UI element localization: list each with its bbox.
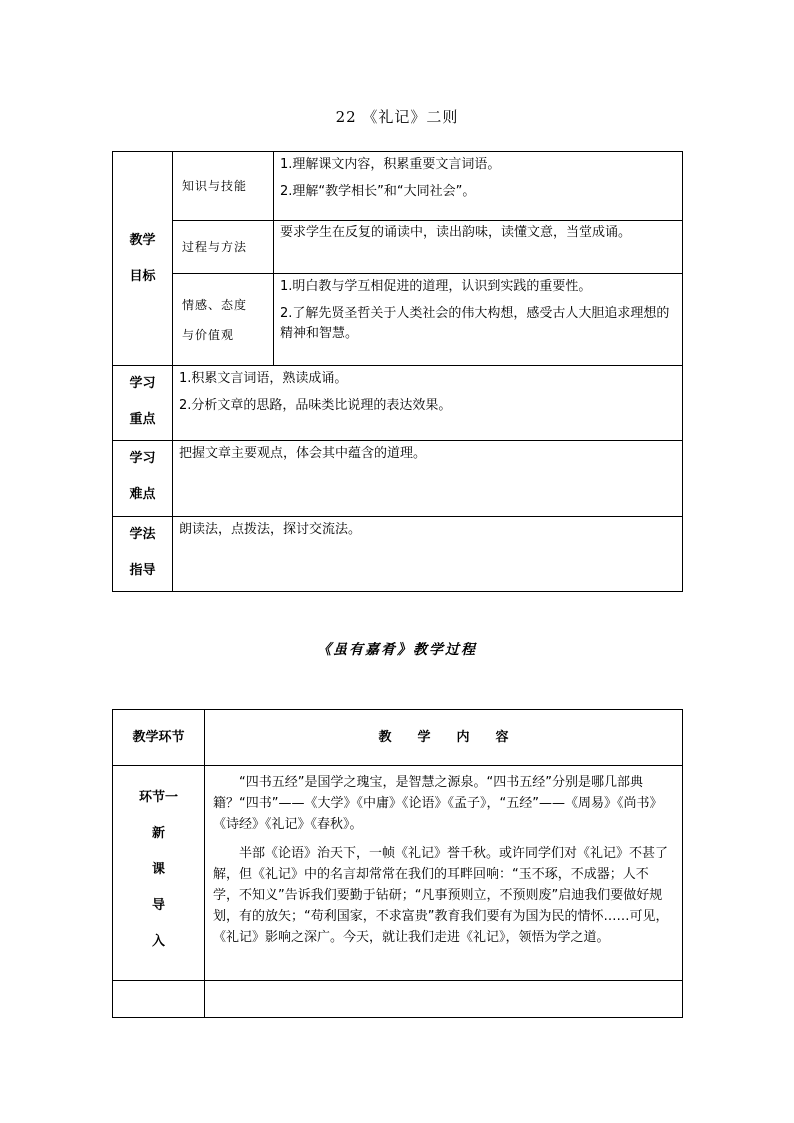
objective-item: 1.明白教与学互相促进的道理，认识到实践的重要性。 [280,279,592,294]
section-content [173,441,683,517]
stage-content [205,766,683,981]
section-row-difficulties [113,441,683,517]
header-content: 教 学 内 容 [205,710,683,766]
objectives-table [112,151,683,592]
objective-content-process [274,221,683,274]
process-table [112,709,683,1018]
section-label: 学法 指导 [113,517,173,592]
section-label: 学习 重点 [113,366,173,441]
header-stage: 教学环节 [113,710,205,766]
content-paragraph: “四书五经”是国学之瑰宝，是智慧之源泉。“四书五经”分别是哪几部典籍？“四书”——《大学》《中庸》《论语》《孟子》，“五经”——《周易》《尚书》《诗经》《礼记》《春秋》。 [213,775,663,832]
stage-label: 环节一 新 课 导 入 [113,766,205,981]
section-content [173,366,683,441]
objectives-label [113,152,173,366]
process-title: 《虽有嘉肴》教学过程 [317,642,477,658]
section-item: 朗读法，点拨法，探讨交流法。 [179,522,362,537]
label-line: 目标 [129,268,156,284]
section-item: 把握文章主要观点，体会其中蕴含的道理。 [179,446,427,461]
lesson-title: 22 《礼记》二则 [335,108,459,126]
section-label: 学习 难点 [113,441,173,517]
objective-row-attitude [113,274,683,366]
sub-label-process: 过程与方法 [173,221,274,274]
empty-row [113,981,683,1018]
label-line: 教学 [129,232,156,248]
objective-content-attitude [274,274,683,366]
stage-row [113,766,683,981]
objective-content-knowledge [274,152,683,221]
empty-cell [113,981,205,1018]
sub-label-attitude: 情感、态度 与价值观 [173,274,274,366]
section-row-key-points [113,366,683,441]
objective-row-knowledge [113,152,683,221]
section-item: 2.分析文章的思路，品味类比说理的表达效果。 [179,398,452,413]
objective-row-process [113,221,683,274]
content-paragraph: 半部《论语》治天下，一帧《礼记》誉千秋。或许同学们对《礼记》不甚了解，但《礼记》中的名言却常常在我们的耳畔回响：“玉不琢，不成器；人不学，不知义”告诉我们要勤于钻研；“凡事预则立，不预则废”启迪我们要做好规划，有的放矢；“苟利国家，不求富贵”教育我们要有为国为民的情怀……可见，《礼记》影响之深广。今天，就让我们走进《礼记》，领悟为学之道。 [213,846,669,945]
objective-item: 1.理解课文内容，积累重要文言词语。 [280,157,501,172]
process-header-row [113,710,683,766]
empty-cell [205,981,683,1018]
section-row-methods [113,517,683,592]
section-content [173,517,683,592]
objective-item: 要求学生在反复的诵读中，读出韵味，读懂文意，当堂成诵。 [280,225,632,240]
section-item: 1.积累文言词语，熟读成诵。 [179,371,348,386]
sub-label-knowledge: 知识与技能 [173,152,274,221]
objective-item: 2.理解“教学相长”和“大同社会”。 [280,184,476,199]
objective-item: 2.了解先贤圣哲关于人类社会的伟大构想，感受古人大胆追求理想的精神和智慧。 [280,306,670,341]
